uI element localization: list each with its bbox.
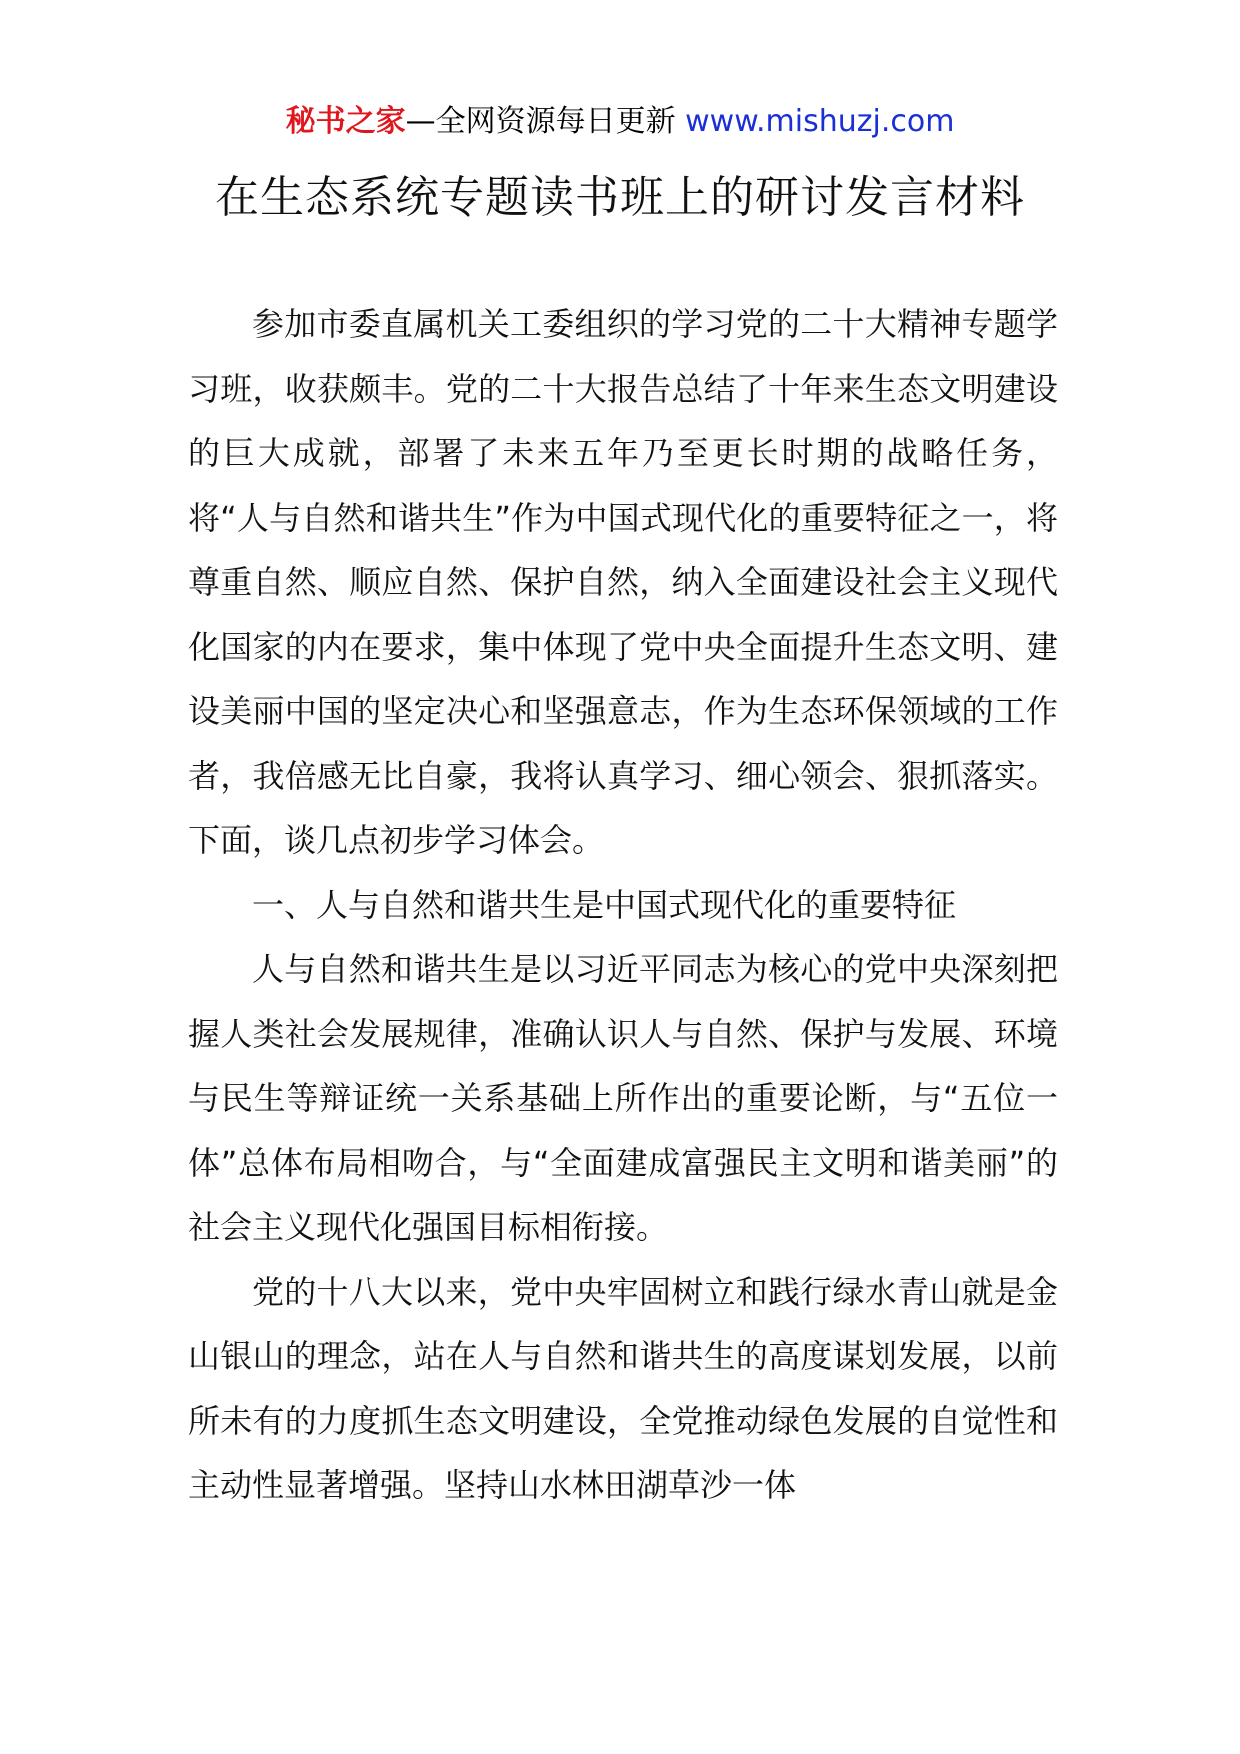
section-heading-1: 一、人与自然和谐共生是中国式现代化的重要特征 bbox=[252, 885, 957, 924]
brand-name: 秘书之家 bbox=[285, 104, 406, 139]
site-header bbox=[0, 100, 1240, 144]
document-title: 在生态系统专题读书班上的研讨发言材料 bbox=[215, 172, 1025, 223]
document-body bbox=[188, 292, 1058, 1518]
site-url-link[interactable]: www.mishuzj.com bbox=[685, 104, 955, 139]
paragraph-section-1: 人与自然和谐共生是以习近平同志为核心的党中央深刻把握人类社会发展规律，准确认识人与自然、保护与发展、环境与民生等辩证统一关系基础上所作出的重要论断，与“五位一体”总体布局相吻合，与“全面建成富强民主文明和谐美丽”的社会主义现代化强国目标相衔接。 bbox=[188, 950, 1058, 1246]
paragraph-intro: 参加市委直属机关工委组织的学习党的二十大精神专题学习班，收获颇丰。党的二十大报告总结了十年来生态文明建设的巨大成就，部署了未来五年乃至更长时期的战略任务，将“人与自然和谐共生”作为中国式现代化的重要特征之一，将尊重自然、顺应自然、保护自然，纳入全面建设社会主义现代化国家的内在要求，集中体现了党中央全面提升生态文明、建设美丽中国的坚定决心和坚强意志，作为生态环保领域的工作者，我倍感无比自豪，我将认真学习、细心领会、狠抓落实。下面，谈几点初步学习体会。 bbox=[188, 305, 1058, 859]
paragraph-section-1-continued: 党的十八大以来，党中央牢固树立和践行绿水青山就是金山银山的理念，站在人与自然和谐共生的高度谋划发展，以前所未有的力度抓生态文明建设，全党推动绿色发展的自觉性和主动性显著增强。坚持山水林田湖草沙一体 bbox=[188, 1272, 1058, 1504]
site-tagline: —全网资源每日更新 bbox=[405, 104, 676, 139]
